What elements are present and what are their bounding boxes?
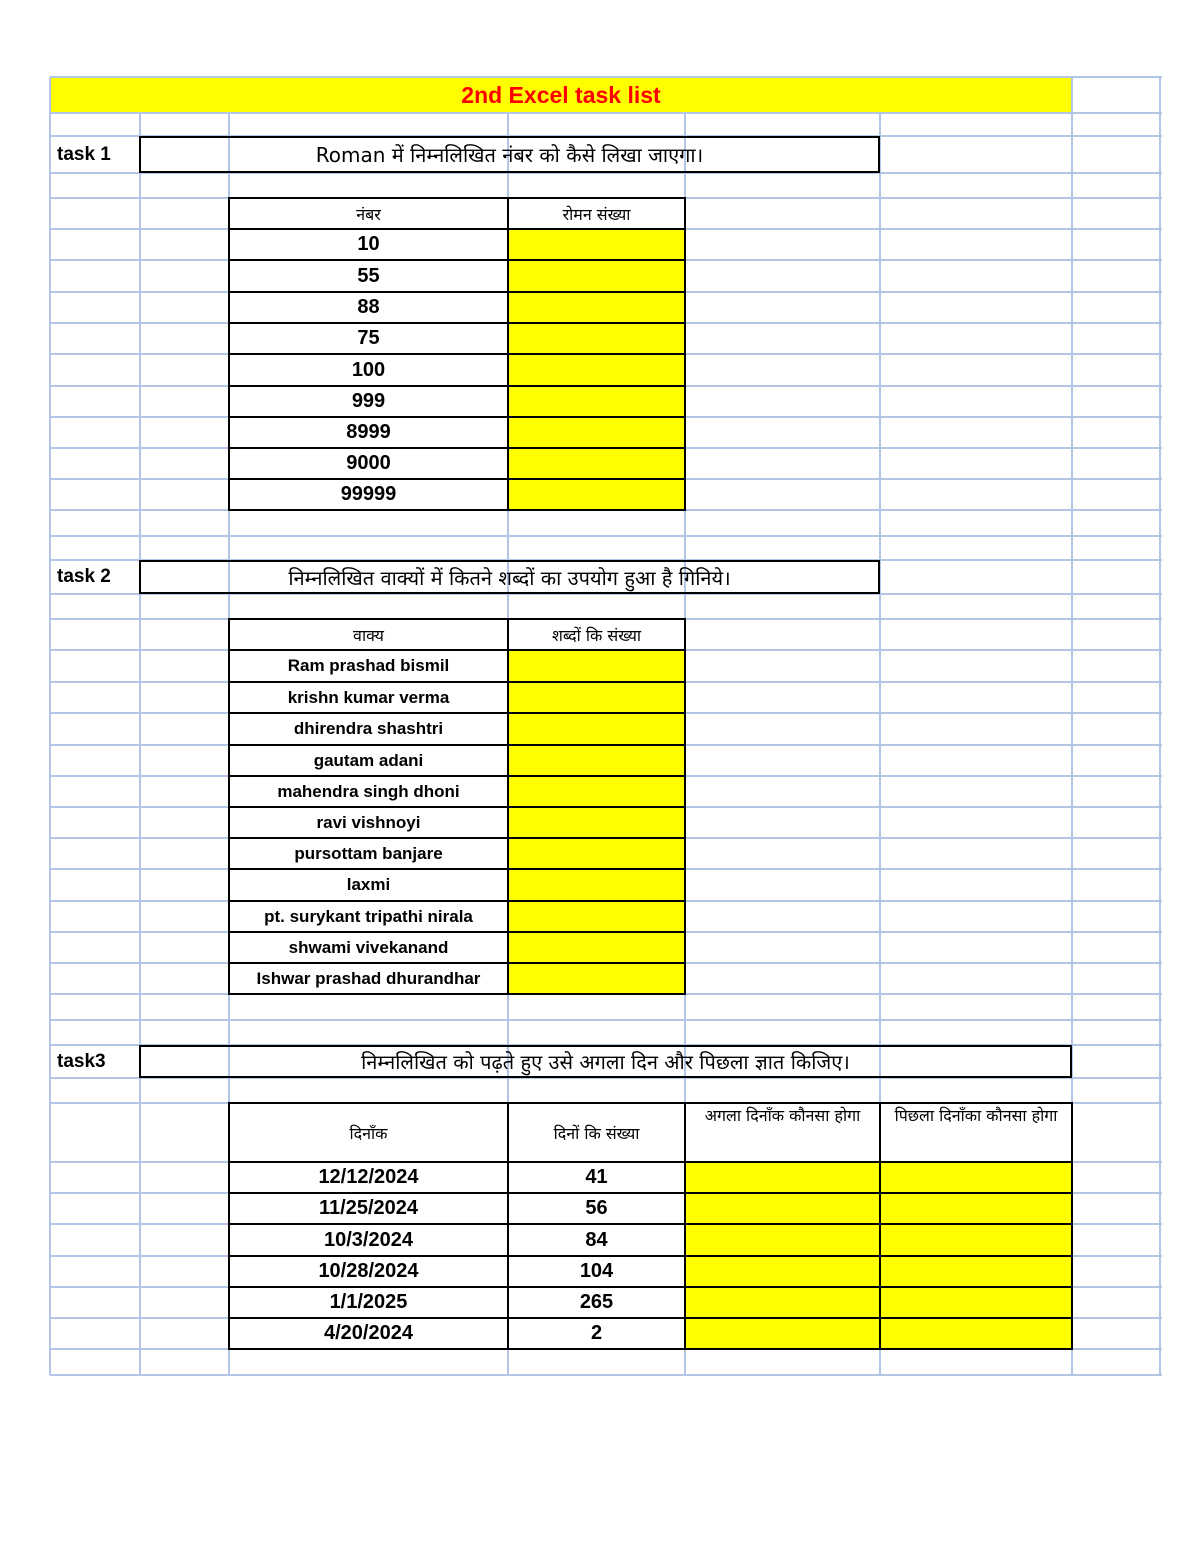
task3-header-days: दिनों कि संख्या [553, 1123, 640, 1143]
task3-label: task3 [57, 1050, 106, 1072]
task2-sentence-cell: pursottam banjare [294, 843, 443, 863]
table-row-line [228, 1255, 1073, 1257]
task3-days-cell: 104 [579, 1260, 614, 1282]
task3-date-cell: 10/3/2024 [324, 1228, 413, 1251]
table-row-line [228, 416, 686, 418]
task3-days-cell: 84 [585, 1228, 608, 1251]
task3-date-cell: 12/12/2024 [318, 1166, 419, 1188]
task1-label: task 1 [57, 143, 111, 165]
gridline-col [1159, 77, 1161, 1375]
task1-header-number: नंबर [356, 204, 381, 224]
table-row-line [228, 681, 686, 683]
table-row-line [228, 962, 686, 964]
page-title: 2nd Excel task list [461, 81, 661, 108]
task2-sentence-cell: mahendra singh dhoni [277, 781, 460, 801]
task2-header-count: शब्दों कि संख्या [551, 625, 642, 645]
table-row-line [228, 931, 686, 933]
task3-header-next-date: अगला दिनाँक कौनसा होगा [704, 1106, 861, 1125]
task1-number-cell: 99999 [340, 483, 397, 505]
table-row-line [228, 353, 686, 355]
task3-header-date: दिनाँक [349, 1123, 388, 1143]
task1-instruction: Roman में निम्नलिखित नंबर को कैसे लिखा जाएगा। [315, 143, 704, 167]
task2-sentence-cell: krishn kumar verma [287, 687, 450, 707]
task2-sentence-cell: gautam adani [313, 750, 424, 770]
gridline-row [50, 1019, 1162, 1021]
task2-header-sentence: वाक्य [353, 625, 384, 645]
table-row-line [228, 649, 686, 651]
task3-date-cell: 1/1/2025 [329, 1291, 408, 1313]
task2-sentence-cell: laxmi [346, 875, 391, 894]
table-row-line [228, 478, 686, 480]
table-divider [507, 1102, 509, 1350]
table-row-line [228, 322, 686, 324]
task1-number-cell: 75 [357, 327, 380, 349]
table-row-line [228, 806, 686, 808]
task1-number-cell: 55 [357, 264, 380, 287]
table-row-line [228, 228, 686, 230]
task3-days-cell: 56 [585, 1197, 608, 1219]
table-row-line [228, 259, 686, 261]
table-row-line [228, 868, 686, 870]
task3-header-prev-date: पिछला दिनाँका कौनसा होगा [894, 1106, 1058, 1125]
table-row-line [228, 712, 686, 714]
task3-date-cell: 10/28/2024 [318, 1260, 419, 1282]
table-row-line [228, 1223, 1073, 1225]
task3-table [228, 1102, 1073, 1350]
table-row-line [228, 900, 686, 902]
task3-date-cell: 4/20/2024 [324, 1322, 413, 1344]
table-row-line [228, 837, 686, 839]
task1-number-cell: 100 [351, 358, 386, 381]
task2-sentence-cell: Ram prashad bismil [287, 656, 450, 675]
task2-sentence-cell: pt. surykant tripathi nirala [264, 906, 473, 926]
task2-instruction: निम्नलिखित वाक्यों में कितने शब्दों का उपयोग हुआ है गिनिये। [288, 565, 731, 590]
table-row-line [228, 1317, 1073, 1319]
gridline-col [139, 77, 141, 1375]
task3-days-cell: 41 [585, 1166, 608, 1188]
table-row-line [228, 1161, 1073, 1163]
task1-header-roman: रोमन संख्या [562, 204, 631, 224]
gridline-row [50, 535, 1162, 537]
task2-sentence-cell: shwami vivekanand [288, 937, 449, 957]
table-row-line [228, 744, 686, 746]
table-row-line [228, 385, 686, 387]
task3-days-cell: 2 [590, 1322, 603, 1344]
table-row-line [228, 1286, 1073, 1288]
table-row-line [228, 775, 686, 777]
table-row-line [228, 1192, 1073, 1194]
task1-number-cell: 10 [357, 233, 380, 255]
task3-days-cell: 265 [579, 1291, 614, 1313]
table-row-line [228, 291, 686, 293]
gridline-row [50, 1374, 1162, 1376]
task3-instruction: निम्नलिखित को पढ़ते हुए उसे अगला दिन और पिछला ज्ञात किजिए। [361, 1050, 850, 1074]
table-divider [879, 1102, 881, 1350]
task1-number-cell: 999 [351, 390, 386, 412]
table-row-line [228, 447, 686, 449]
task1-number-cell: 88 [357, 296, 380, 318]
task2-sentence-cell: dhirendra shashtri [293, 719, 444, 738]
task3-date-cell: 11/25/2024 [319, 1197, 418, 1219]
task2-sentence-cell: ravi vishnoyi [316, 812, 421, 832]
task1-number-cell: 8999 [346, 421, 391, 443]
gridline-col [49, 77, 51, 1375]
table-divider [684, 1102, 686, 1350]
task1-number-cell: 9000 [346, 452, 391, 474]
gridline-row [50, 112, 1162, 114]
task2-sentence-cell: Ishwar prashad dhurandhar [256, 968, 481, 988]
task2-label: task 2 [57, 566, 111, 587]
